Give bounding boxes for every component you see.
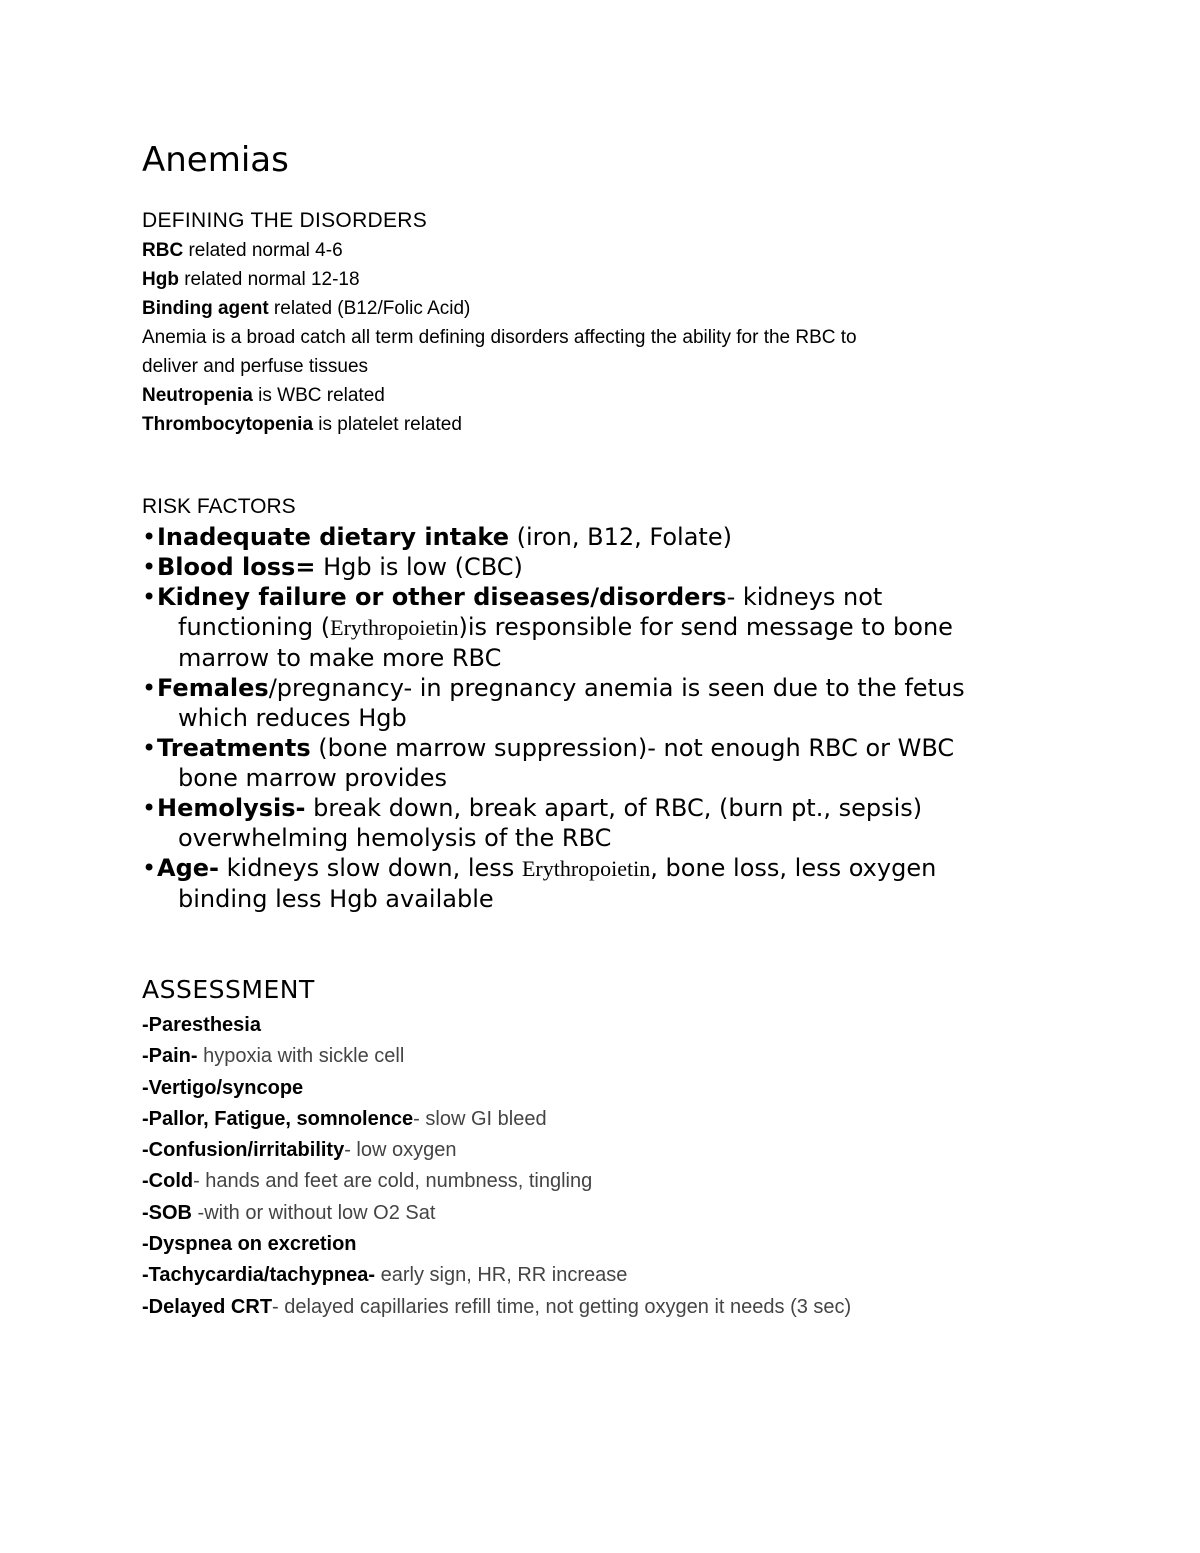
risk-item-continuation: which reduces Hgb xyxy=(178,704,407,732)
bullet-icon: • xyxy=(142,553,157,581)
assessment-line: -Dyspnea on excretion xyxy=(142,1233,357,1256)
assessment-line: -Tachycardia/tachypnea- early sign, HR, RR increase xyxy=(142,1264,628,1287)
risk-item: •Blood loss= Hgb is low (CBC) xyxy=(142,553,523,581)
risk-item: •Inadequate dietary intake (iron, B12, Folate) xyxy=(142,523,732,551)
assessment-line: -Vertigo/syncope xyxy=(142,1076,304,1099)
bullet-icon: • xyxy=(142,523,157,551)
bullet-icon: • xyxy=(142,583,157,611)
assessment-line: -Pallor, Fatigue, somnolence- slow GI bleed xyxy=(142,1107,547,1130)
risk-item: •Hemolysis- break down, break apart, of RBC, (burn pt., sepsis) xyxy=(142,794,923,822)
risk-item-continuation: marrow to make more RBC xyxy=(178,644,502,672)
risk-item-continuation: bone marrow provides xyxy=(178,764,447,792)
assessment-line: -Pain- hypoxia with sickle cell xyxy=(142,1045,405,1068)
risk-item: •Females/pregnancy- in pregnancy anemia is seen due to the fetus xyxy=(142,674,965,702)
risk-item-continuation: functioning (Erythropoietin)is responsible for send message to bone xyxy=(178,613,953,641)
defining-line: Thrombocytopenia is platelet related xyxy=(142,414,462,435)
risk-item-continuation: binding less Hgb available xyxy=(178,885,494,913)
risk-item: •Age- kidneys slow down, less Erythropoietin, bone loss, less oxygen xyxy=(142,854,937,882)
assessment-line: -Confusion/irritability- low oxygen xyxy=(142,1139,457,1162)
defining-line: deliver and perfuse tissues xyxy=(142,356,369,377)
section-assessment xyxy=(142,974,1142,1323)
assessment-line: -Paresthesia xyxy=(142,1014,261,1036)
section-defining xyxy=(142,206,1142,439)
section-heading-defining: DEFINING THE DISORDERS xyxy=(142,209,428,232)
defining-line: Neutropenia is WBC related xyxy=(142,385,385,406)
risk-item-continuation: overwhelming hemolysis of the RBC xyxy=(178,824,612,852)
defining-line: Anemia is a broad catch all term defining disorders affecting the ability for the RBC to xyxy=(142,327,857,348)
document-title: Anemias xyxy=(142,140,289,180)
bullet-icon: • xyxy=(142,794,157,822)
risk-item: •Kidney failure or other diseases/disorders- kidneys not xyxy=(142,583,883,611)
risk-item: •Treatments (bone marrow suppression)- not enough RBC or WBC xyxy=(142,734,955,762)
bullet-icon: • xyxy=(142,674,157,702)
assessment-line: -Delayed CRT- delayed capillaries refill time, not getting oxygen it needs (3 sec) xyxy=(142,1295,852,1318)
section-risk-factors xyxy=(142,492,1142,914)
defining-line: RBC related normal 4-6 xyxy=(142,240,343,261)
defining-line: Binding agent related (B12/Folic Acid) xyxy=(142,298,471,319)
bullet-icon: • xyxy=(142,734,157,762)
section-heading-assessment: ASSESSMENT xyxy=(142,975,315,1004)
bullet-icon: • xyxy=(142,854,157,882)
assessment-line: -SOB -with or without low O2 Sat xyxy=(142,1201,436,1224)
section-heading-risk-factors: RISK FACTORS xyxy=(142,495,296,518)
defining-line: Hgb related normal 12-18 xyxy=(142,269,360,290)
assessment-line: -Cold- hands and feet are cold, numbness, tingling xyxy=(142,1170,593,1193)
